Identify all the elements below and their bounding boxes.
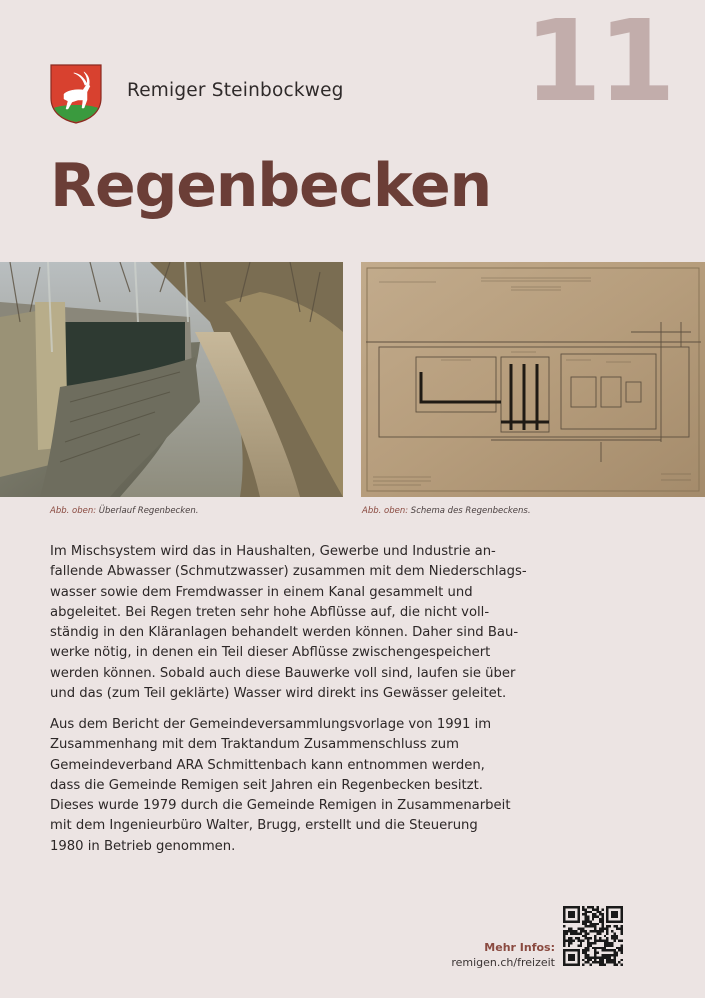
paragraph-line: Dieses wurde 1979 durch die Gemeinde Remigen in Zusammenarbeit	[50, 798, 511, 814]
paragraph-line: und das (zum Teil geklärte) Wasser wird direkt ins Gewässer geleitet.	[50, 686, 507, 702]
qr-code-icon[interactable]	[563, 906, 623, 966]
caption-right	[362, 506, 531, 516]
more-info-link[interactable]: remigen.ch/freizeit	[451, 956, 555, 969]
station-number: 11	[524, 0, 672, 127]
more-info	[451, 940, 555, 970]
overflow-photo	[0, 262, 343, 497]
schematic-photo	[361, 262, 705, 497]
paragraph-line: werden können. Sobald auch diese Bauwerke voll sind, laufen sie über	[50, 665, 516, 681]
paragraph-line: Zusammenhang mit dem Traktandum Zusammenschluss zum	[50, 737, 459, 753]
trail-name: Remiger Steinbockweg	[127, 80, 344, 101]
paragraph-line: abgeleitet. Bei Regen treten sehr hohe Abflüsse auf, die nicht voll-	[50, 604, 490, 620]
paragraph-line: Gemeindeverband ARA Schmittenbach kann entnommen werden,	[50, 757, 485, 773]
caption-right-text: Schema des Regenbeckens.	[408, 506, 531, 516]
caption-left-text: Überlauf Regenbecken.	[96, 506, 199, 516]
paragraph-line: dass die Gemeinde Remigen seit Jahren ein Regenbecken besitzt.	[50, 777, 483, 793]
caption-right-prefix: Abb. oben:	[362, 506, 409, 516]
more-info-label: Mehr Infos:	[484, 941, 555, 954]
page-title: Regenbecken	[50, 151, 491, 221]
paragraph-line: Im Mischsystem wird das in Haushalten, Gewerbe und Industrie an-	[50, 544, 496, 559]
body-paragraph-2	[50, 715, 540, 857]
paragraph-line: fallende Abwasser (Schmutzwasser) zusammen mit dem Niederschlags-	[50, 564, 527, 580]
paragraph-line: mit dem Ingenieurbüro Walter, Brugg, erstellt und die Steuerung	[50, 818, 478, 834]
paragraph-line: 1980 in Betrieb genommen.	[50, 838, 236, 854]
paragraph-line: wasser sowie dem Fremdwasser in einem Kanal gesammelt und	[50, 584, 473, 600]
caption-left	[50, 506, 198, 516]
body-paragraph-1	[50, 542, 540, 704]
paragraph-line: werke nötig, in denen ein Teil dieser Abflüsse zwischengespeichert	[50, 645, 491, 661]
paragraph-line: Aus dem Bericht der Gemeindeversammlungsvorlage von 1991 im	[50, 717, 492, 732]
caption-left-prefix: Abb. oben:	[50, 506, 97, 516]
steinbock-crest-icon	[50, 64, 102, 124]
paragraph-line: ständig in den Kläranlagen behandelt werden können. Daher sind Bau-	[50, 625, 519, 641]
